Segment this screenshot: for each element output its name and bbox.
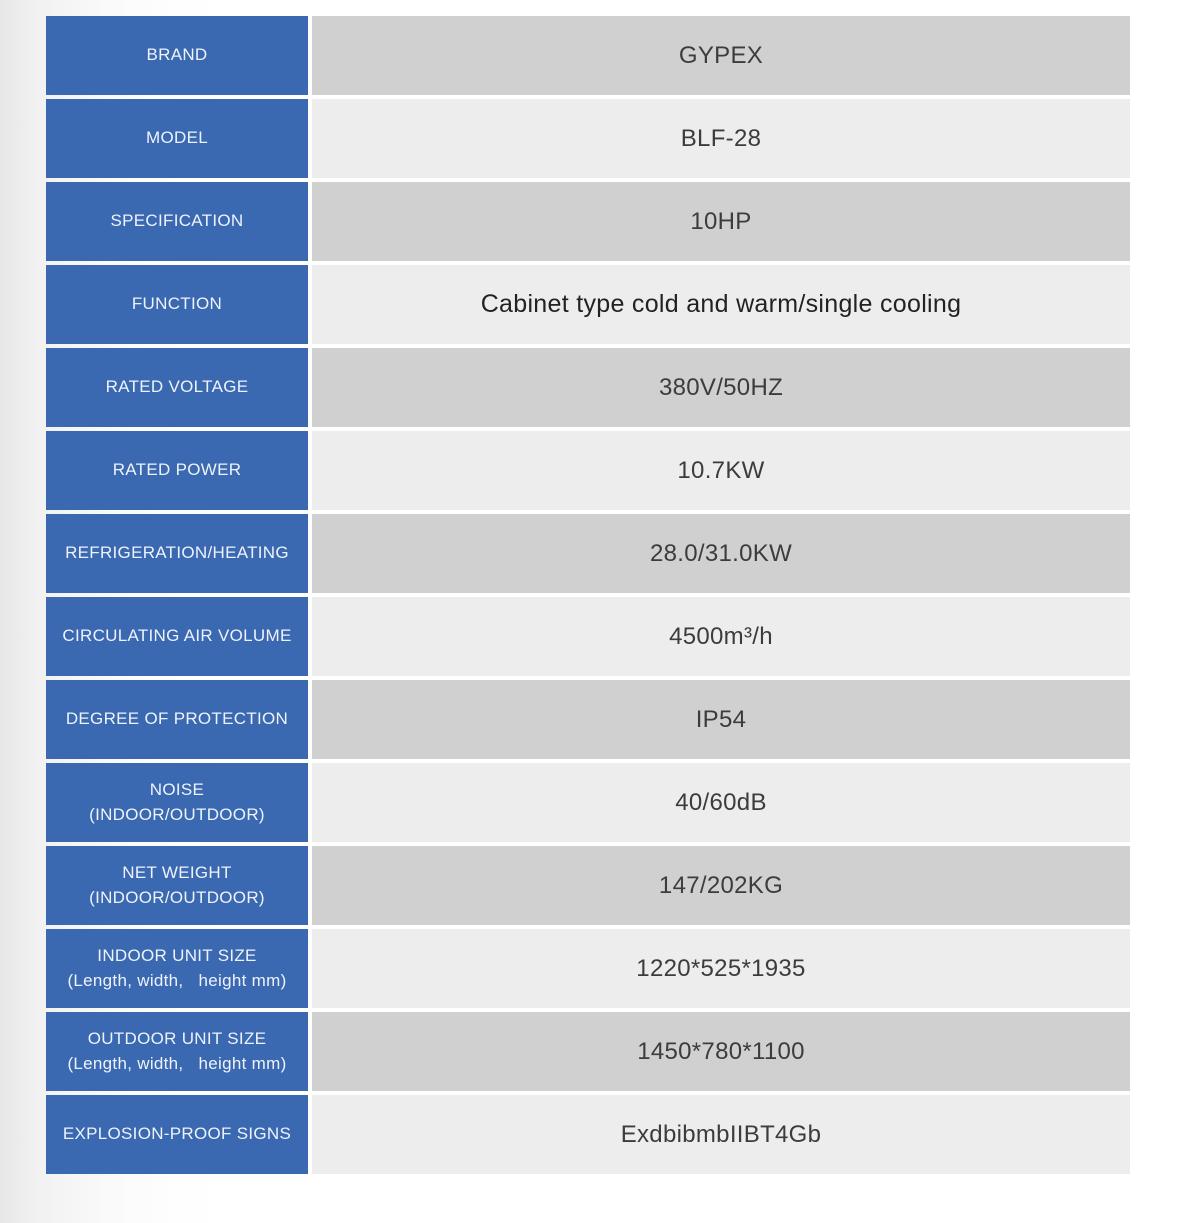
spec-label: INDOOR UNIT SIZE xyxy=(97,945,257,965)
spec-value: 10.7KW xyxy=(677,456,765,484)
spec-value-cell xyxy=(312,597,1130,676)
table-row-net-weight xyxy=(46,846,1130,925)
spec-label: BRAND xyxy=(146,45,208,65)
spec-label: CIRCULATING AIR VOLUME xyxy=(62,626,292,646)
table-row-function xyxy=(46,265,1130,344)
table-row-circulating-air-volume xyxy=(46,597,1130,676)
spec-label-cell xyxy=(46,1095,308,1174)
spec-value: IP54 xyxy=(695,705,747,733)
spec-value-cell xyxy=(312,929,1130,1008)
spec-value-cell xyxy=(312,431,1130,510)
spec-label-cell xyxy=(46,265,308,344)
spec-value-cell xyxy=(312,99,1130,178)
table-row-rated-power xyxy=(46,431,1130,510)
spec-value: 1450*780*1100 xyxy=(637,1037,805,1065)
spec-label: DEGREE OF PROTECTION xyxy=(65,709,289,729)
spec-label: NET WEIGHT xyxy=(122,862,232,882)
spec-label: SPECIFICATION xyxy=(110,211,244,231)
spec-label-cell xyxy=(46,348,308,427)
spec-label: RATED POWER xyxy=(112,460,242,480)
spec-label-cell xyxy=(46,1012,308,1091)
spec-value: 4500m³/h xyxy=(669,622,773,650)
spec-table xyxy=(46,16,1130,1174)
spec-label: RATED VOLTAGE xyxy=(105,377,249,397)
table-row-noise xyxy=(46,763,1130,842)
spec-label-sub: (Length, width, height mm) xyxy=(67,970,287,990)
spec-label: OUTDOOR UNIT SIZE xyxy=(87,1028,267,1048)
spec-value-cell xyxy=(312,680,1130,759)
spec-label-cell xyxy=(46,99,308,178)
spec-value: ExdbibmbIIBT4Gb xyxy=(620,1120,822,1148)
spec-label: EXPLOSION-PROOF SIGNS xyxy=(62,1124,292,1144)
spec-value: 380V/50HZ xyxy=(658,373,784,401)
spec-label-cell xyxy=(46,929,308,1008)
spec-label: REFRIGERATION/HEATING xyxy=(65,543,289,563)
spec-value-cell xyxy=(312,1095,1130,1174)
spec-label-cell xyxy=(46,846,308,925)
spec-label-cell xyxy=(46,597,308,676)
table-row-explosion-proof-signs xyxy=(46,1095,1130,1174)
spec-label-cell xyxy=(46,16,308,95)
spec-value: BLF-28 xyxy=(680,124,762,152)
spec-value-cell xyxy=(312,348,1130,427)
table-row-specification xyxy=(46,182,1130,261)
spec-label-cell xyxy=(46,182,308,261)
spec-label-sub: (INDOOR/OUTDOOR) xyxy=(89,887,265,907)
spec-label: MODEL xyxy=(146,128,208,148)
spec-value-cell xyxy=(312,514,1130,593)
spec-label-cell xyxy=(46,680,308,759)
spec-value-cell xyxy=(312,763,1130,842)
spec-value-cell xyxy=(312,1012,1130,1091)
table-row-indoor-unit-size xyxy=(46,929,1130,1008)
table-row-degree-of-protection xyxy=(46,680,1130,759)
spec-value-cell xyxy=(312,846,1130,925)
spec-label-cell xyxy=(46,514,308,593)
table-row-rated-voltage xyxy=(46,348,1130,427)
spec-value-cell xyxy=(312,265,1130,344)
spec-value: GYPEX xyxy=(678,41,764,69)
spec-value: 10HP xyxy=(690,207,752,235)
spec-label: FUNCTION xyxy=(131,294,223,314)
spec-label-sub: (Length, width, height mm) xyxy=(67,1053,287,1073)
table-row-refrigeration-heating xyxy=(46,514,1130,593)
spec-value: Cabinet type cold and warm/single cooling xyxy=(480,290,962,318)
spec-label-sub: (INDOOR/OUTDOOR) xyxy=(89,804,265,824)
spec-label-cell xyxy=(46,431,308,510)
spec-value-cell xyxy=(312,16,1130,95)
spec-value: 1220*525*1935 xyxy=(636,954,806,982)
spec-value: 147/202KG xyxy=(658,871,784,899)
spec-label: NOISE xyxy=(149,779,205,799)
spec-value-cell xyxy=(312,182,1130,261)
spec-value: 40/60dB xyxy=(675,788,767,816)
table-row-brand xyxy=(46,16,1130,95)
spec-value: 28.0/31.0KW xyxy=(649,539,793,567)
spec-label-cell xyxy=(46,763,308,842)
table-row-model xyxy=(46,99,1130,178)
table-row-outdoor-unit-size xyxy=(46,1012,1130,1091)
